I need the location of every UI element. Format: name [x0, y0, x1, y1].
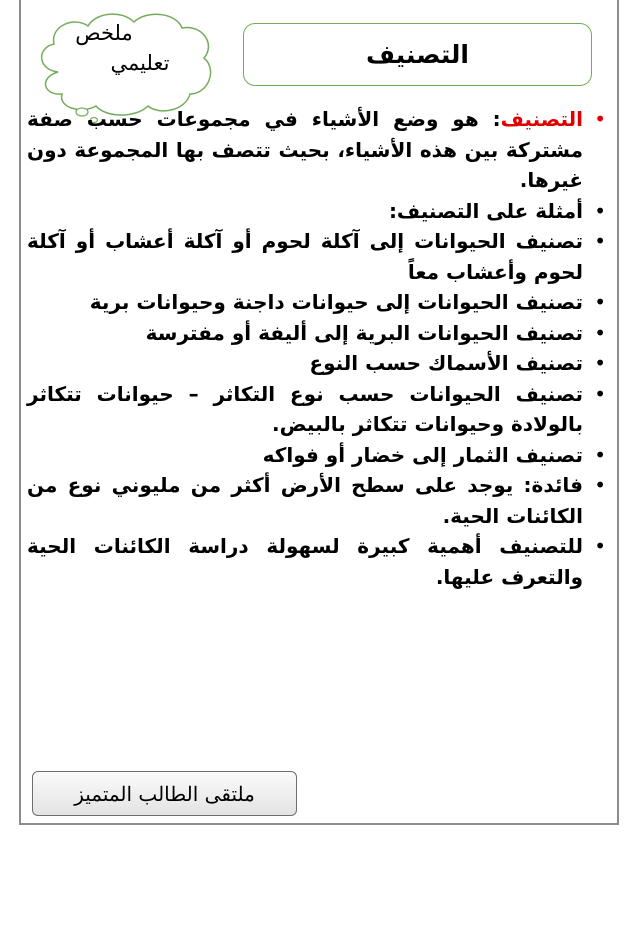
list-item: • تصنيف الأسماك حسب النوع — [27, 348, 583, 379]
definition-term: التصنيف — [500, 107, 583, 131]
cloud-line-2: تعليمي — [110, 51, 170, 75]
cloud-label — [30, 18, 216, 98]
list-item: • تصنيف الحيوانات البرية إلى أليفة أو مفترسة — [27, 318, 583, 349]
list-item: • تصنيف الحيوانات إلى آكلة لحوم أو آكلة أعشاب أو آكلة لحوم وأعشاب معاً — [27, 226, 583, 287]
list-item: • تصنيف الثمار إلى خضار أو فواكه — [27, 440, 583, 471]
list-item: • تصنيف الحيوانات حسب نوع التكاثر – حيوانات تتكاثر بالولادة وحيوانات تتكاثر بالبيض. — [27, 379, 583, 440]
list-item — [27, 104, 583, 196]
list-item: • أمثلة على التصنيف: — [27, 196, 583, 227]
list-item: • للتصنيف أهمية كبيرة لسهولة دراسة الكائنات الحية والتعرف عليها. — [27, 531, 583, 592]
list-item: • تصنيف الحيوانات إلى حيوانات داجنة وحيوانات برية — [27, 287, 583, 318]
cloud-line-1: ملخص — [75, 21, 133, 45]
definition-text: : هو وضع الأشياء في مجموعات حسب صفة مشتركة بين هذه الأشياء، بحيث تتصف بها المجموعة دون غيرها. — [27, 107, 583, 192]
list-item: • فائدة: يوجد على سطح الأرض أكثر من مليوني نوع من الكائنات الحية. — [27, 470, 583, 531]
forum-link-button[interactable]: ملتقى الطالب المتميز — [32, 771, 297, 816]
bullet-list — [27, 104, 583, 592]
page-title: التصنيف — [243, 23, 592, 86]
